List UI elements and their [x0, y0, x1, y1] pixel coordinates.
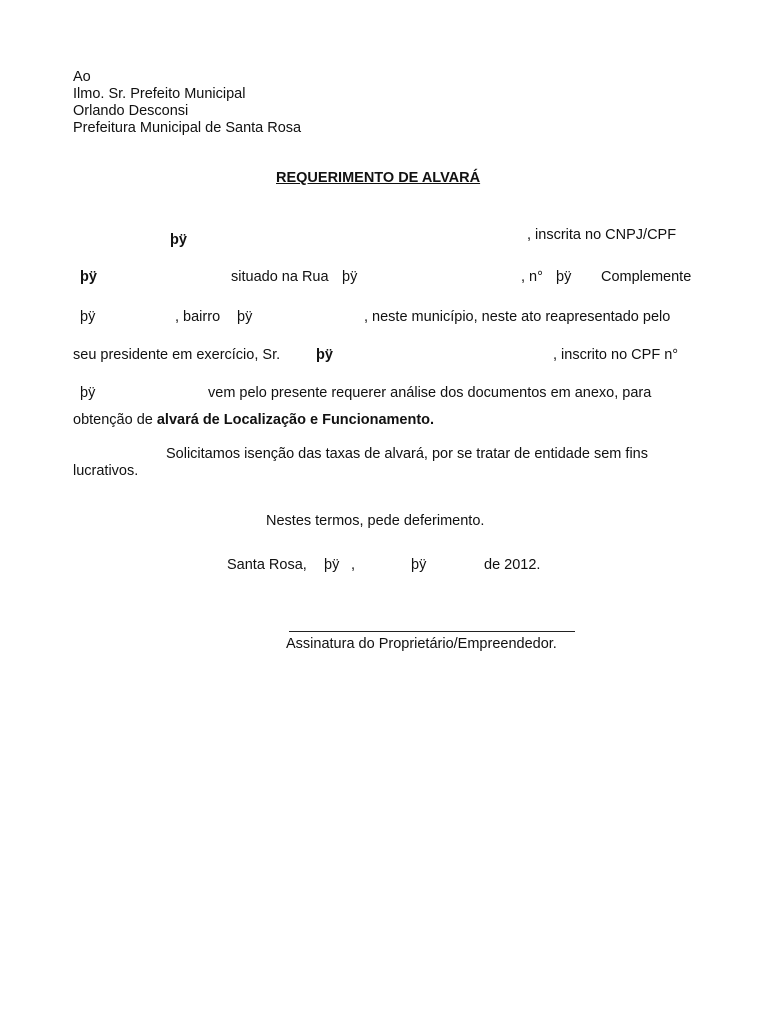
date-year: de 2012.: [484, 557, 541, 573]
complement-field[interactable]: þÿ: [80, 309, 96, 325]
address-org: Prefeitura Municipal de Santa Rosa: [73, 120, 302, 136]
cpf-field[interactable]: þÿ: [80, 385, 96, 401]
requer-text: vem pelo presente requerer análise dos documentos em anexo, para: [208, 385, 652, 401]
day-field[interactable]: þÿ: [324, 557, 340, 573]
signature-caption: Assinatura do Proprietário/Empreendedor.: [286, 636, 557, 652]
street-field[interactable]: þÿ: [342, 269, 358, 285]
date-city: Santa Rosa,: [227, 557, 307, 573]
presidente-text: seu presidente em exercício, Sr.: [73, 347, 281, 363]
municipio-text: , neste município, neste ato reapresentado pelo: [364, 309, 671, 325]
number-field[interactable]: þÿ: [556, 269, 572, 285]
cpf-text: , inscrito no CPF n°: [553, 347, 679, 363]
obtencao-text: obtenção de: [73, 412, 153, 428]
obtencao-line: [73, 412, 434, 429]
numero-text: , n°: [521, 269, 543, 285]
inscrita-text: , inscrita no CNPJ/CPF: [527, 227, 677, 243]
signature-line: [289, 631, 575, 632]
document-heading: REQUERIMENTO DE ALVARÁ: [276, 170, 481, 186]
isencao-line-1: Solicitamos isenção das taxas de alvará, por se tratar de entidade sem fins: [166, 446, 648, 462]
bairro-text: , bairro: [175, 309, 221, 325]
isencao-line-2: lucrativos.: [73, 463, 139, 479]
alvara-bold-text: alvará de Localização e Funcionamento.: [156, 412, 435, 428]
month-field[interactable]: þÿ: [411, 557, 427, 573]
address-name: Orlando Desconsi: [73, 103, 189, 119]
date-comma: ,: [351, 557, 356, 573]
cnpj-field[interactable]: þÿ: [80, 269, 97, 285]
situado-text: situado na Rua: [231, 269, 329, 285]
closing-text: Nestes termos, pede deferimento.: [266, 513, 485, 529]
complemento-text: Complemente: [601, 269, 692, 285]
neighborhood-field[interactable]: þÿ: [237, 309, 253, 325]
address-title: Ilmo. Sr. Prefeito Municipal: [73, 86, 246, 102]
address-to: Ao: [73, 69, 91, 85]
president-name-field[interactable]: þÿ: [316, 347, 333, 363]
entity-name-field[interactable]: þÿ: [170, 232, 187, 248]
